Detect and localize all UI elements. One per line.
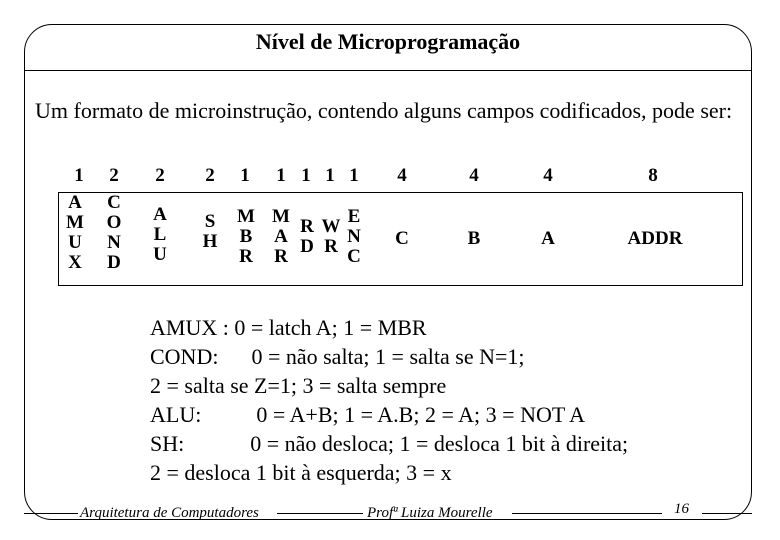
- bits-a: 4: [543, 165, 553, 186]
- field-label-letter: A: [153, 204, 167, 225]
- field-alu: [149, 205, 171, 265]
- field-label-letter: R: [324, 236, 338, 257]
- field-amux: [64, 193, 86, 273]
- footer-course: Arquitetura de Computadores: [80, 505, 259, 521]
- field-label-letter: A: [68, 192, 82, 213]
- legend-line: AMUX : 0 = latch A; 1 = MBR: [150, 315, 427, 340]
- field-label-letter: E: [347, 206, 361, 227]
- field-label-letter: M: [66, 212, 84, 233]
- field-label-letter: N: [107, 232, 121, 253]
- footer-rule-left: [24, 513, 78, 514]
- field-label-letter: X: [68, 252, 82, 273]
- legend-line: COND: 0 = não salta; 1 = salta se N=1;: [150, 344, 525, 369]
- bits-addr: 8: [648, 165, 658, 186]
- field-rd: [296, 217, 318, 257]
- field-mbr: [235, 207, 257, 267]
- bits-alu: 2: [155, 165, 165, 186]
- bits-enc: 1: [349, 165, 359, 186]
- field-addr: ADDR: [627, 228, 683, 249]
- footer-rule-right: [512, 513, 662, 514]
- field-mar: [270, 207, 292, 267]
- field-label-letter: U: [153, 244, 167, 265]
- field-sh: [199, 212, 221, 252]
- intro-text: Um formato de microinstrução, contendo alguns campos codificados, pode ser:: [35, 98, 733, 123]
- field-label-letter: M: [237, 206, 255, 227]
- bits-wr: 1: [325, 165, 335, 186]
- bits-c: 4: [397, 165, 407, 186]
- field-label-letter: C: [107, 192, 121, 213]
- field-label-letter: D: [300, 236, 314, 257]
- field-label-letter: R: [274, 246, 288, 267]
- field-label-letter: A: [274, 226, 288, 247]
- footer-rule-end: [702, 513, 752, 514]
- field-label-letter: R: [300, 216, 314, 237]
- bits-rd: 1: [301, 165, 311, 186]
- field-label-letter: U: [68, 232, 82, 253]
- field-a: A: [541, 228, 555, 249]
- field-label-letter: M: [272, 206, 290, 227]
- field-label-letter: H: [202, 231, 218, 252]
- footer-author: Profª Luiza Mourelle: [367, 505, 493, 521]
- field-enc: [343, 207, 365, 267]
- field-label-letter: S: [204, 211, 216, 232]
- legend-line: 2 = desloca 1 bit à esquerda; 3 = x: [150, 460, 452, 485]
- field-label-letter: O: [106, 212, 122, 233]
- bits-amux: 1: [74, 165, 84, 186]
- bits-b: 4: [469, 165, 479, 186]
- field-label-letter: B: [239, 226, 253, 247]
- field-label-letter: N: [347, 226, 361, 247]
- bits-cond: 2: [109, 165, 119, 186]
- footer-rule-middle: [277, 513, 363, 514]
- field-wr: [320, 217, 342, 257]
- field-c: C: [395, 228, 409, 249]
- field-cond: [103, 193, 125, 273]
- title-divider: [24, 70, 752, 71]
- legend-line: SH: 0 = não desloca; 1 = desloca 1 bit à direita;: [150, 431, 629, 456]
- field-b: B: [467, 228, 481, 249]
- bits-sh: 2: [205, 165, 215, 186]
- field-label-letter: D: [107, 252, 121, 273]
- bits-mbr: 1: [240, 165, 250, 186]
- bits-mar: 1: [276, 165, 286, 186]
- field-label-letter: R: [239, 246, 253, 267]
- slide-title: Nível de Microprogramação: [255, 29, 521, 54]
- field-label-letter: C: [347, 246, 361, 267]
- field-label-letter: L: [153, 224, 167, 245]
- page-number: 16: [674, 501, 689, 517]
- field-label-letter: W: [321, 216, 341, 237]
- field-legend: [150, 313, 628, 487]
- legend-line: 2 = salta se Z=1; 3 = salta sempre: [150, 373, 447, 398]
- legend-line: ALU: 0 = A+B; 1 = A.B; 2 = A; 3 = NOT A: [150, 402, 586, 427]
